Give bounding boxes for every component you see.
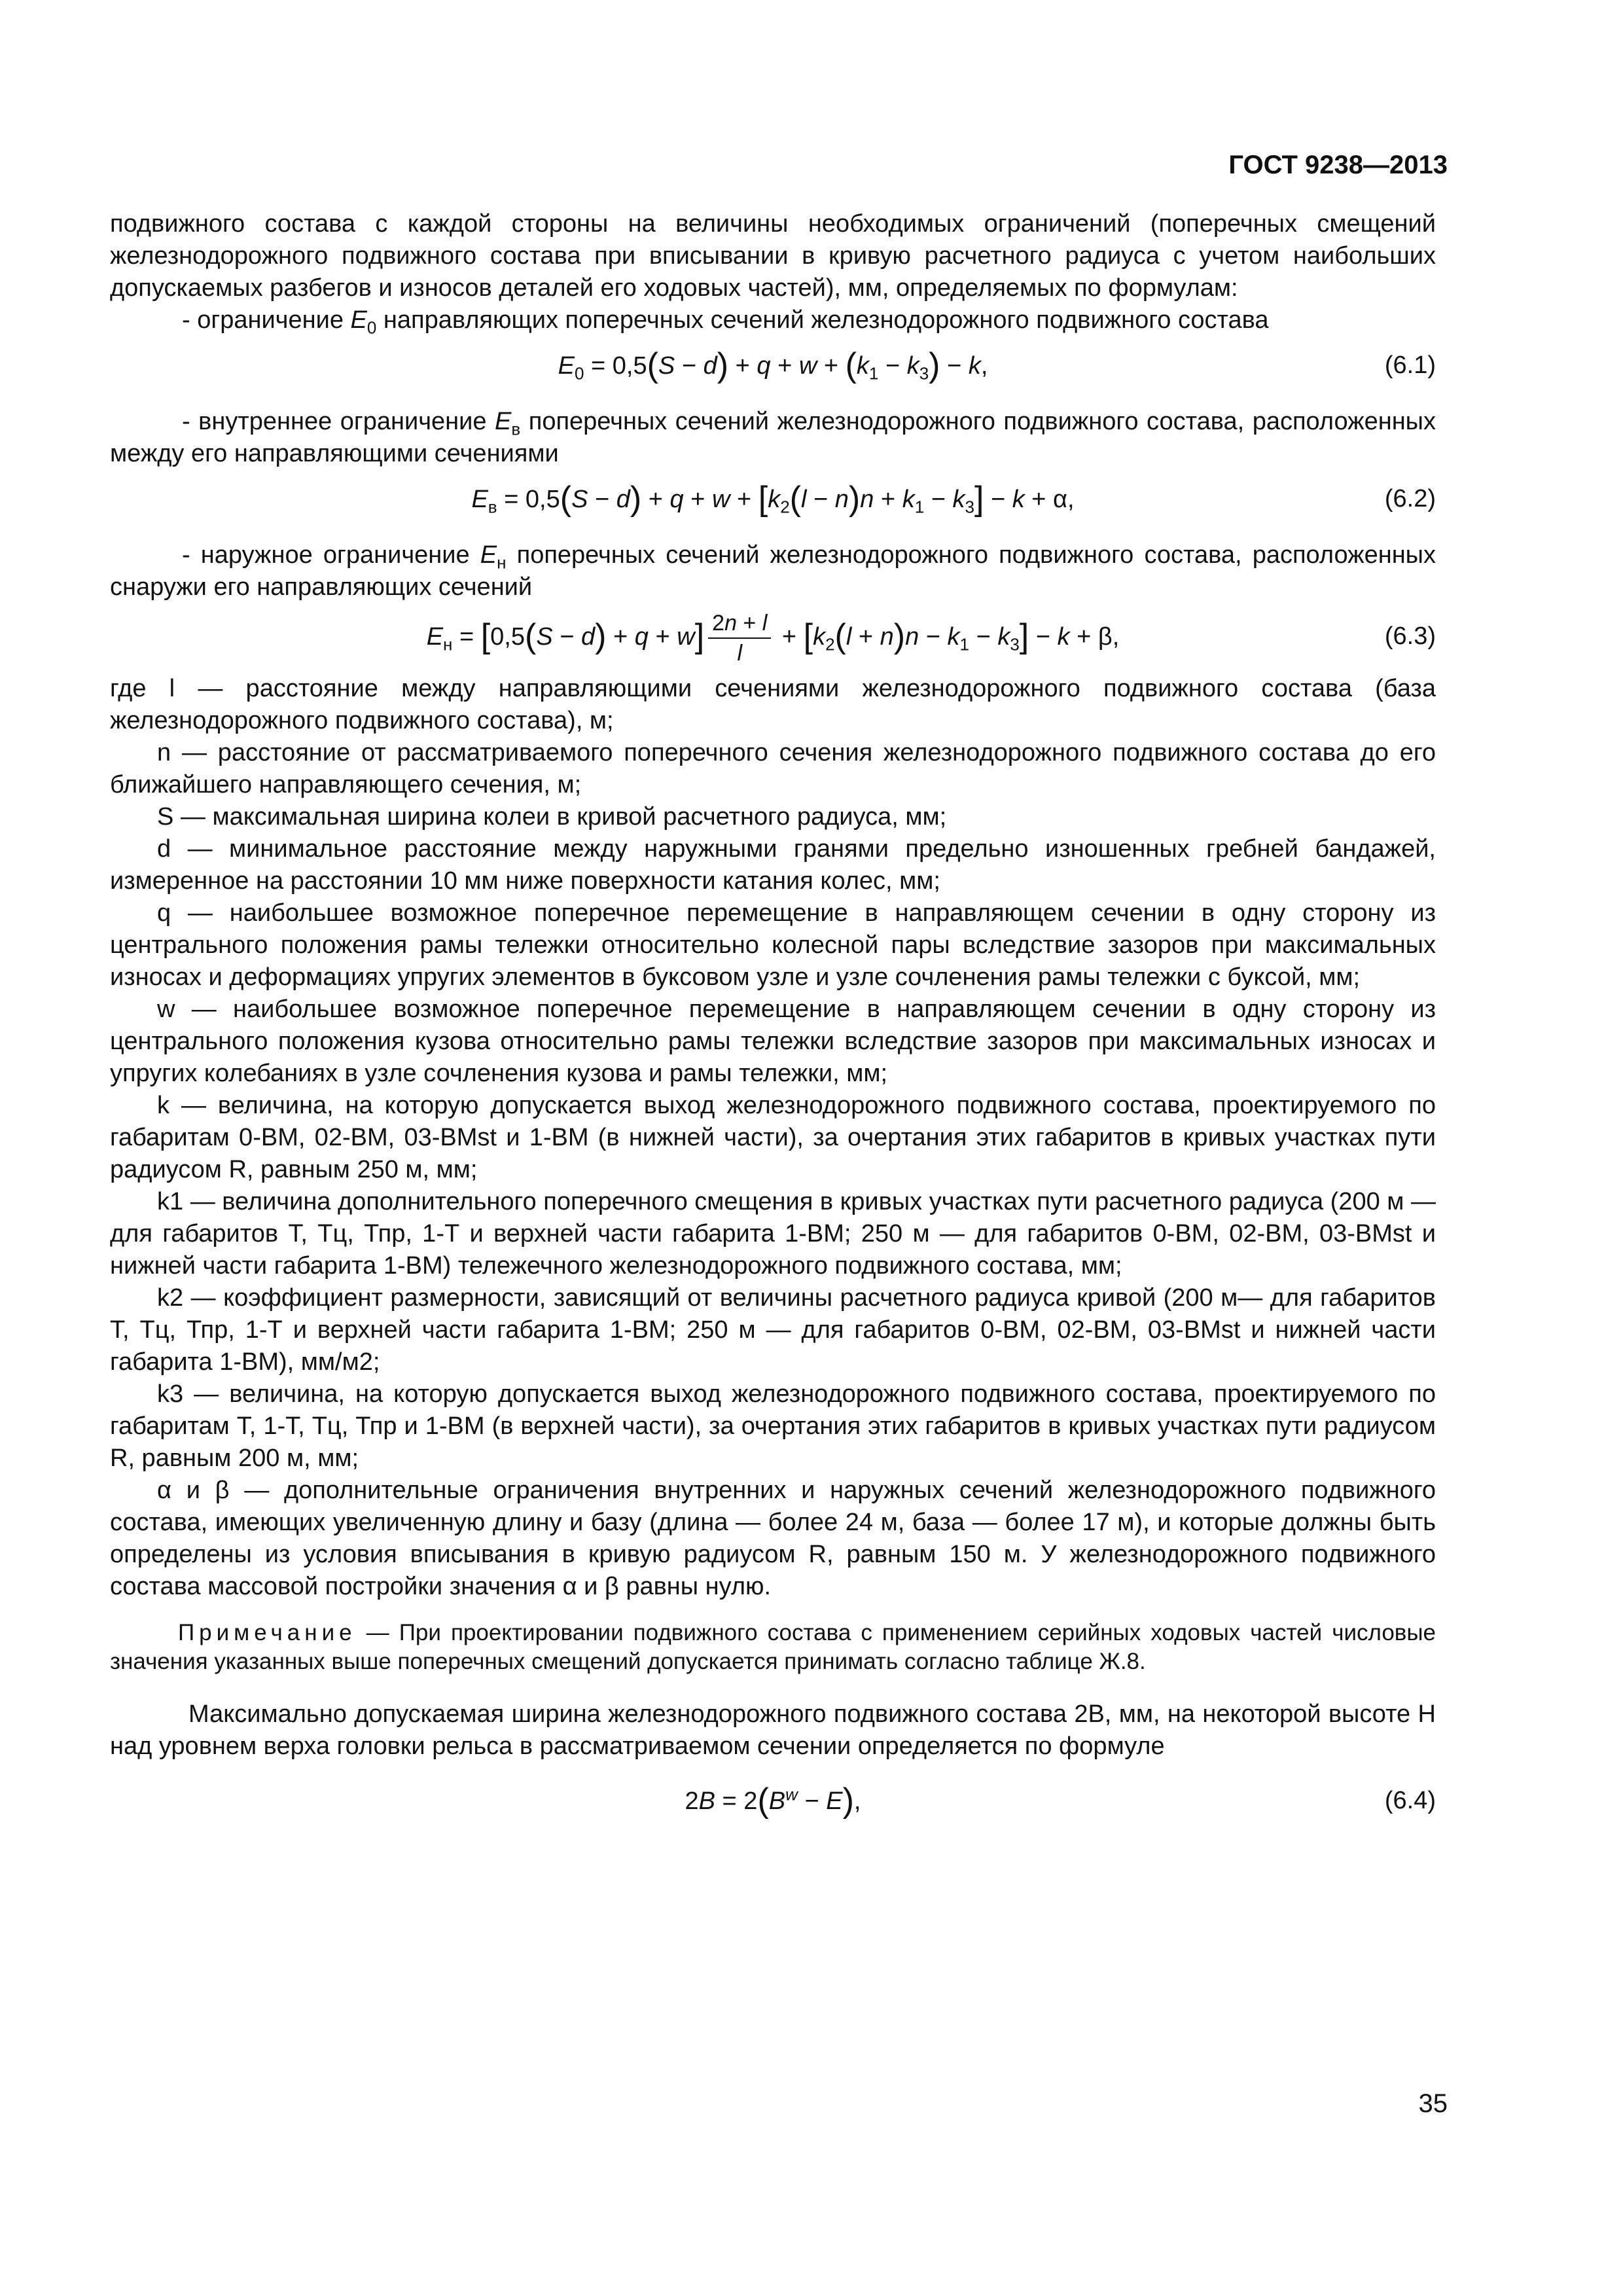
definition-w: w — наибольшее возможное поперечное перемещение в направляющем сечении в одну сторону из центрального положения кузова относительно рамы тележки вследствие зазоров при максимальных износах и упругих колебаниях в узле сочленения кузова и рамы тележки, мм; bbox=[110, 996, 1436, 1087]
formula-expression: $2B = 2(B^w - E)$, bbox=[685, 1782, 861, 1820]
formula-6-4 bbox=[110, 1772, 1436, 1829]
formula-number: (6.1) bbox=[1384, 351, 1436, 379]
definition-k3: k3 — величина, на которую допускается выход железнодорожного подвижного состава, проектируемого по габаритам Т, 1-Т, Тц, Тпр и 1-ВМ (в верхней части), за очертания этих габаритов в кривых участках пути радиусом R, равным 200 м, мм; bbox=[110, 1380, 1436, 1472]
bullet-text: - ограничение bbox=[182, 306, 351, 334]
definition-k1: k1 — величина дополнительного поперечного смещения в кривых участках пути расчетного радиуса (200 м — для габаритов Т, Тц, Тпр, 1-Т и верхней части габарита 1-ВМ; 250 м — для габаритов 0-ВМ, 02-ВМ, 03-ВМst и нижней части габарита 1-ВМ) тележечного железнодорожного подвижного состава, мм; bbox=[110, 1188, 1436, 1280]
formula-6-2 bbox=[110, 470, 1436, 528]
bullet-text: направляющих поперечных сечений железнодорожного подвижного состава bbox=[376, 306, 1269, 334]
bullet-en: - наружное ограничение $E_н$ поперечных сечений железнодорожного подвижного состава, расположенных снаружи его направляющих сечений bbox=[110, 541, 1436, 601]
note-text: — При проектировании подвижного состава с применением серийных ходовых частей числовые значения указанных выше поперечных смещений допускается принимать согласно таблице Ж.8. bbox=[110, 1620, 1436, 1674]
main-paragraph: Максимально допускаемая ширина железнодорожного подвижного состава 2В, мм, на некоторой высоте Н над уровнем верха головки рельса в рассматриваемом сечении определяется по формуле bbox=[110, 1700, 1436, 1760]
definition-k: k — величина, на которую допускается выход железнодорожного подвижного состава, проектируемого по габаритам 0-ВМ, 02-ВМ, 03-ВМst и 1-ВМ (в нижней части), за очертания этих габаритов в кривых участках пути радиусом R, равным 250 м, мм; bbox=[110, 1092, 1436, 1183]
note bbox=[110, 1619, 1436, 1676]
formula-6-1 bbox=[110, 336, 1436, 394]
document-body bbox=[110, 208, 1436, 1829]
bullet-ev: - внутреннее ограничение $E_в$ поперечных сечений железнодорожного подвижного состава, расположенных между его направляющими сечениями bbox=[110, 408, 1436, 467]
formula-6-3 bbox=[110, 603, 1436, 669]
definition-q: q — наибольшее возможное поперечное перемещение в направляющем сечении в одну сторону из центрального положения рамы тележки относительно колесной пары вследствие зазоров при максимальных износах и деформациях упругих элементов в буксовом узле и узле сочленения рамы тележки с буксой, мм; bbox=[110, 899, 1436, 991]
bullet-text: - наружное ограничение bbox=[182, 541, 480, 569]
formula-expression: $E_в = 0,5(S - d) + q + w + [k_2(l - n)n + k_1 - k_3] - k + \alpha$, bbox=[471, 480, 1075, 518]
page-number: 35 bbox=[1418, 2089, 1448, 2118]
formula-expression: $E_н = [0,5(S - d) + q + w]$ $\frac{2n + l}{l}$ + $[k_2(l + n)n - k_1 - k_3] - k + \beta$, bbox=[110, 603, 1436, 670]
definition-s: S — максимальная ширина колеи в кривой расчетного радиуса, мм; bbox=[157, 803, 947, 831]
definition-n: n — расстояние от рассматриваемого поперечного сечения железнодорожного подвижного состава до его ближайшего направляющего сечения, м; bbox=[110, 739, 1436, 798]
formula-number: (6.4) bbox=[1384, 1787, 1436, 1814]
definition-alpha-beta: α и β — дополнительные ограничения внутренних и наружных сечений железнодорожного подвижного состава, имеющих увеличенную длину и базу (длина — более 24 м, база — более 17 м), и которые должны быть определены из условия вписывания в кривую радиусом R, равным 150 м. У железнодорожного подвижного состава массовой постройки значения α и β равны нулю. bbox=[110, 1477, 1436, 1600]
formula-number: (6.3) bbox=[1384, 622, 1436, 650]
formula-number: (6.2) bbox=[1384, 485, 1436, 512]
bullet-text: поперечных сечений железнодорожного подвижного состава, расположенных между его направляющими сечениями bbox=[110, 408, 1436, 467]
bullet-e0: - ограничение $E_0$ направляющих поперечных сечений железнодорожного подвижного состава bbox=[182, 306, 1269, 338]
intro-paragraph: подвижного состава с каждой стороны на величины необходимых ограничений (поперечных смещений железнодорожного подвижного состава при вписывании в кривую расчетного радиуса с учетом наибольших допускаемых разбегов и износов деталей его ходовых частей), мм, определяемых по формулам: bbox=[110, 210, 1436, 302]
definition-d: d — минимальное расстояние между наружными гранями предельно изношенных гребней бандажей, измеренное на расстоянии 10 мм ниже поверхности катания колес, мм; bbox=[110, 835, 1436, 895]
bullet-text: поперечных сечений железнодорожного подвижного состава, расположенных снаружи его направляющих сечений bbox=[110, 541, 1436, 601]
bullet-text: - внутреннее ограничение bbox=[182, 408, 495, 435]
definition-k2: k2 — коэффициент размерности, зависящий от величины расчетного радиуса кривой (200 м— для габаритов Т, Тц, Тпр, 1-Т и верхней части габарита 1-ВМ; 250 м — для габаритов 0-ВМ, 02-ВМ, 03-ВМst и нижней части габарита 1-ВМ), мм/м2; bbox=[110, 1284, 1436, 1376]
definition-l: где l — расстояние между направляющими сечениями железнодорожного подвижного состава (база железнодорожного подвижного состава), м; bbox=[110, 675, 1436, 734]
page-header: ГОСТ 9238—2013 bbox=[1228, 151, 1448, 179]
formula-expression: $E_0 = 0,5(S - d) + q + w + (k_1 - k_3) - k$, bbox=[558, 346, 988, 384]
note-label: Примечание bbox=[178, 1620, 357, 1645]
